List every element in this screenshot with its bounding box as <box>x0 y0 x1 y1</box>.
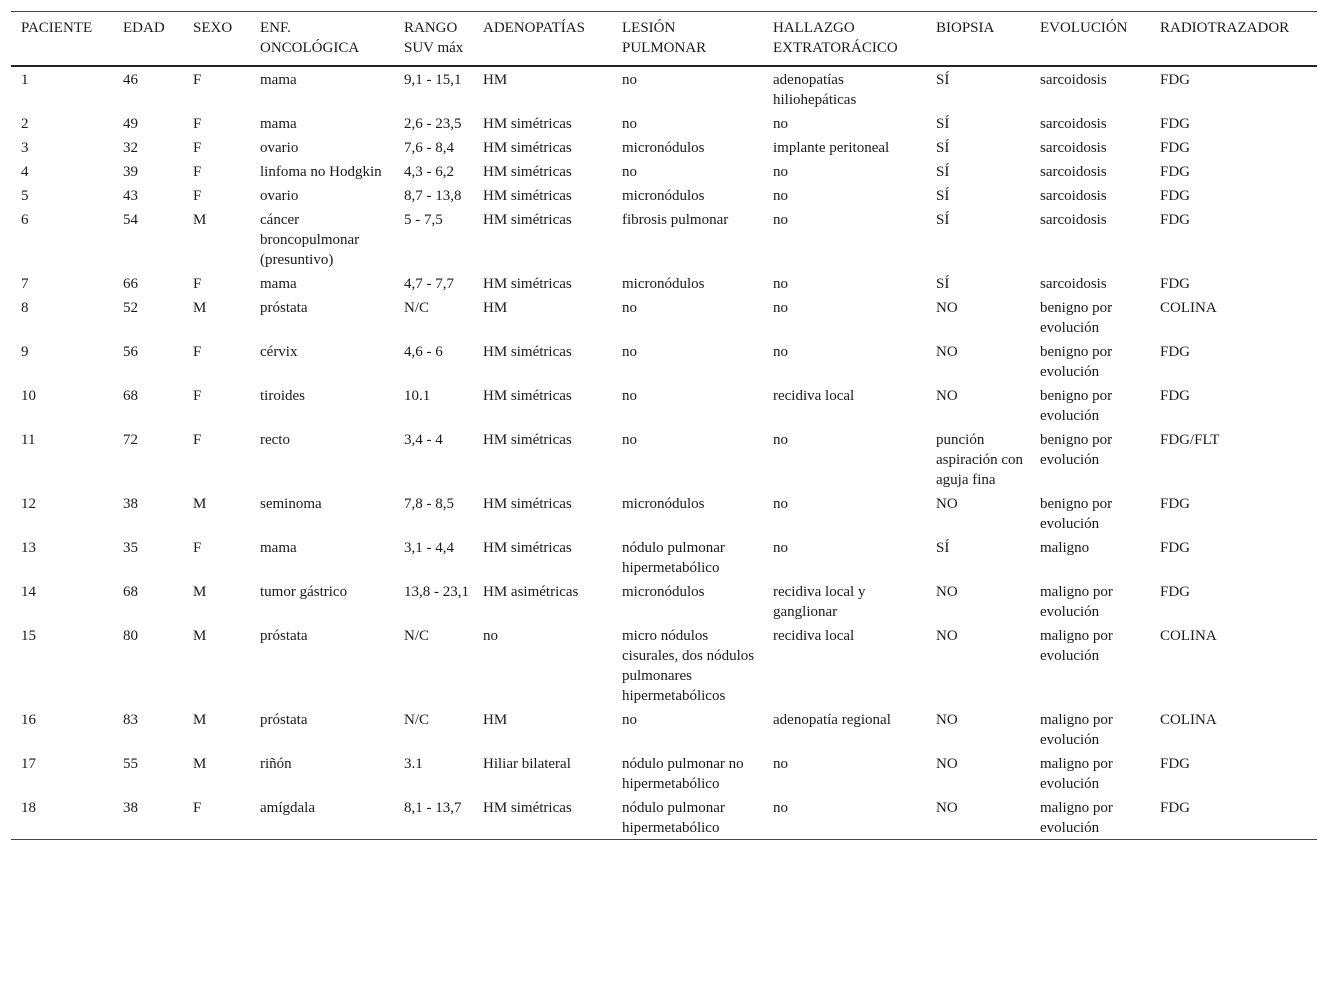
cell-hallazgo-extratoracico: no <box>773 300 788 316</box>
cell-lesion-pulmonar: micronódulos <box>622 496 705 512</box>
cell-lesion-pulmonar: nódulo pulmonar hipermetabólico <box>622 540 725 576</box>
cell-radiotrazador: FDG <box>1160 72 1191 88</box>
cell-adenopatias: Hiliar bilateral <box>483 756 571 772</box>
cell-radiotrazador: FDG <box>1160 496 1191 512</box>
cell-rango-suv: 3,4 - 4 <box>404 432 443 448</box>
cell-biopsia: SÍ <box>936 140 950 156</box>
table-row <box>11 183 1317 207</box>
cell-lesion-pulmonar: micronódulos <box>622 584 705 600</box>
header-enf-oncologica: ENF. ONCOLÓGICA <box>260 20 360 56</box>
cell-paciente: 15 <box>21 628 36 644</box>
cell-edad: 38 <box>123 496 138 512</box>
cell-biopsia: NO <box>936 300 958 316</box>
cell-paciente: 17 <box>21 756 36 772</box>
cell-edad: 66 <box>123 276 138 292</box>
cell-sexo: F <box>193 276 202 292</box>
cell-adenopatias: no <box>483 628 498 644</box>
cell-radiotrazador: FDG <box>1160 800 1191 816</box>
cell-rango-suv: 8,1 - 13,7 <box>404 800 462 816</box>
header-adenopatias: ADENOPATÍAS <box>483 20 585 36</box>
cell-hallazgo-extratoracico: no <box>773 540 788 556</box>
cell-hallazgo-extratoracico: no <box>773 164 788 180</box>
cell-sexo: F <box>193 140 202 156</box>
cell-adenopatias: HM <box>483 712 508 728</box>
cell-evolucion: sarcoidosis <box>1040 164 1107 180</box>
cell-biopsia: NO <box>936 712 958 728</box>
cell-radiotrazador: COLINA <box>1160 300 1217 316</box>
cell-hallazgo-extratoracico: adenopatía regional <box>773 712 891 728</box>
cell-lesion-pulmonar: fibrosis pulmonar <box>622 212 729 228</box>
cell-paciente: 7 <box>21 276 29 292</box>
cell-hallazgo-extratoracico: adenopatías hiliohepáticas <box>773 72 857 108</box>
cell-paciente: 14 <box>21 584 36 600</box>
cell-adenopatias: HM <box>483 72 508 88</box>
cell-biopsia: NO <box>936 628 958 644</box>
cell-edad: 38 <box>123 800 138 816</box>
cell-paciente: 11 <box>21 432 36 448</box>
cell-sexo: M <box>193 496 207 512</box>
cell-biopsia: NO <box>936 800 958 816</box>
table-row <box>11 207 1317 271</box>
cell-hallazgo-extratoracico: no <box>773 496 788 512</box>
cell-sexo: M <box>193 300 207 316</box>
table-header <box>11 12 1317 67</box>
cell-rango-suv: N/C <box>404 712 430 728</box>
cell-biopsia: SÍ <box>936 276 950 292</box>
cell-evolucion: maligno por evolución <box>1040 756 1113 792</box>
cell-rango-suv: 7,8 - 8,5 <box>404 496 454 512</box>
cell-lesion-pulmonar: micronódulos <box>622 140 705 156</box>
cell-sexo: F <box>193 116 202 132</box>
cell-rango-suv: N/C <box>404 628 430 644</box>
cell-rango-suv: 4,3 - 6,2 <box>404 164 454 180</box>
table-container <box>11 11 1317 840</box>
cell-enf-oncologica: ovario <box>260 140 299 156</box>
header-row <box>11 12 1317 67</box>
cell-enf-oncologica: mama <box>260 72 297 88</box>
patients-table <box>11 11 1317 840</box>
table-row <box>11 707 1317 751</box>
cell-paciente: 12 <box>21 496 36 512</box>
cell-biopsia: NO <box>936 388 958 404</box>
cell-enf-oncologica: tumor gástrico <box>260 584 348 600</box>
cell-enf-oncologica: próstata <box>260 712 308 728</box>
cell-lesion-pulmonar: micro nódulos cisurales, dos nódulos pulmonares hipermetabólicos <box>622 628 755 704</box>
cell-adenopatias: HM simétricas <box>483 344 572 360</box>
cell-lesion-pulmonar: micronódulos <box>622 188 705 204</box>
cell-edad: 54 <box>123 212 138 228</box>
table-row <box>11 383 1317 427</box>
table-row <box>11 427 1317 491</box>
cell-radiotrazador: FDG <box>1160 276 1191 292</box>
cell-evolucion: maligno por evolución <box>1040 628 1113 664</box>
cell-adenopatias: HM asimétricas <box>483 584 579 600</box>
cell-adenopatias: HM simétricas <box>483 496 572 512</box>
cell-edad: 72 <box>123 432 138 448</box>
cell-paciente: 4 <box>21 164 29 180</box>
cell-biopsia: punción aspiración con aguja fina <box>936 432 1024 488</box>
cell-enf-oncologica: linfoma no Hodgkin <box>260 164 382 180</box>
cell-rango-suv: N/C <box>404 300 430 316</box>
cell-paciente: 3 <box>21 140 29 156</box>
cell-adenopatias: HM simétricas <box>483 116 572 132</box>
cell-lesion-pulmonar: nódulo pulmonar hipermetabólico <box>622 800 725 836</box>
cell-radiotrazador: FDG/FLT <box>1160 432 1220 448</box>
cell-evolucion: benigno por evolución <box>1040 300 1113 336</box>
table-row <box>11 295 1317 339</box>
cell-edad: 56 <box>123 344 138 360</box>
cell-hallazgo-extratoracico: no <box>773 756 788 772</box>
cell-adenopatias: HM simétricas <box>483 212 572 228</box>
table-row <box>11 135 1317 159</box>
cell-paciente: 13 <box>21 540 36 556</box>
cell-rango-suv: 4,6 - 6 <box>404 344 443 360</box>
cell-paciente: 6 <box>21 212 29 228</box>
cell-lesion-pulmonar: no <box>622 388 637 404</box>
cell-sexo: M <box>193 756 207 772</box>
cell-biopsia: NO <box>936 496 958 512</box>
table-row <box>11 339 1317 383</box>
header-radiotrazador: RADIOTRAZADOR <box>1160 20 1290 36</box>
table-row <box>11 579 1317 623</box>
cell-hallazgo-extratoracico: recidiva local <box>773 628 855 644</box>
cell-enf-oncologica: cérvix <box>260 344 298 360</box>
cell-radiotrazador: FDG <box>1160 540 1191 556</box>
cell-paciente: 2 <box>21 116 29 132</box>
cell-evolucion: maligno por evolución <box>1040 800 1113 836</box>
cell-biopsia: SÍ <box>936 212 950 228</box>
cell-enf-oncologica: recto <box>260 432 290 448</box>
table-row <box>11 751 1317 795</box>
cell-adenopatias: HM simétricas <box>483 800 572 816</box>
cell-paciente: 18 <box>21 800 36 816</box>
cell-biopsia: NO <box>936 756 958 772</box>
cell-hallazgo-extratoracico: no <box>773 432 788 448</box>
header-sexo: SEXO <box>193 20 233 36</box>
cell-enf-oncologica: mama <box>260 540 297 556</box>
table-row <box>11 159 1317 183</box>
cell-sexo: F <box>193 540 202 556</box>
cell-biopsia: SÍ <box>936 188 950 204</box>
cell-paciente: 10 <box>21 388 36 404</box>
cell-radiotrazador: FDG <box>1160 344 1191 360</box>
cell-evolucion: benigno por evolución <box>1040 344 1113 380</box>
cell-radiotrazador: COLINA <box>1160 712 1217 728</box>
cell-radiotrazador: FDG <box>1160 388 1191 404</box>
cell-lesion-pulmonar: no <box>622 164 637 180</box>
cell-evolucion: benigno por evolución <box>1040 388 1113 424</box>
cell-enf-oncologica: ovario <box>260 188 299 204</box>
cell-rango-suv: 5 - 7,5 <box>404 212 443 228</box>
cell-sexo: M <box>193 212 207 228</box>
cell-adenopatias: HM simétricas <box>483 188 572 204</box>
cell-radiotrazador: FDG <box>1160 164 1191 180</box>
cell-radiotrazador: COLINA <box>1160 628 1217 644</box>
cell-evolucion: maligno por evolución <box>1040 584 1113 620</box>
cell-edad: 68 <box>123 584 138 600</box>
cell-evolucion: maligno <box>1040 540 1090 556</box>
cell-rango-suv: 2,6 - 23,5 <box>404 116 462 132</box>
cell-hallazgo-extratoracico: no <box>773 276 788 292</box>
cell-adenopatias: HM simétricas <box>483 540 572 556</box>
cell-rango-suv: 3,1 - 4,4 <box>404 540 454 556</box>
cell-sexo: M <box>193 584 207 600</box>
cell-rango-suv: 9,1 - 15,1 <box>404 72 462 88</box>
cell-adenopatias: HM <box>483 300 508 316</box>
cell-edad: 46 <box>123 72 138 88</box>
cell-sexo: F <box>193 432 202 448</box>
cell-lesion-pulmonar: no <box>622 432 637 448</box>
cell-rango-suv: 10.1 <box>404 388 431 404</box>
table-body <box>11 66 1317 840</box>
cell-edad: 55 <box>123 756 138 772</box>
cell-hallazgo-extratoracico: implante peritoneal <box>773 140 890 156</box>
cell-edad: 68 <box>123 388 138 404</box>
cell-evolucion: maligno por evolución <box>1040 712 1113 748</box>
cell-edad: 52 <box>123 300 138 316</box>
cell-adenopatias: HM simétricas <box>483 388 572 404</box>
cell-biopsia: SÍ <box>936 116 950 132</box>
cell-sexo: F <box>193 72 202 88</box>
cell-sexo: F <box>193 164 202 180</box>
cell-enf-oncologica: amígdala <box>260 800 315 816</box>
cell-enf-oncologica: cáncer broncopulmonar (presuntivo) <box>260 212 360 268</box>
cell-edad: 35 <box>123 540 138 556</box>
header-paciente: PACIENTE <box>21 20 93 36</box>
cell-lesion-pulmonar: micronódulos <box>622 276 705 292</box>
cell-radiotrazador: FDG <box>1160 140 1191 156</box>
cell-adenopatias: HM simétricas <box>483 164 572 180</box>
cell-hallazgo-extratoracico: no <box>773 800 788 816</box>
cell-evolucion: benigno por evolución <box>1040 432 1113 468</box>
cell-biopsia: SÍ <box>936 72 950 88</box>
cell-paciente: 16 <box>21 712 36 728</box>
table-row <box>11 271 1317 295</box>
header-rango-suv: RANGO SUV máx <box>404 20 464 56</box>
header-biopsia: BIOPSIA <box>936 20 995 36</box>
cell-radiotrazador: FDG <box>1160 756 1191 772</box>
cell-biopsia: SÍ <box>936 540 950 556</box>
cell-sexo: F <box>193 188 202 204</box>
cell-lesion-pulmonar: no <box>622 300 637 316</box>
cell-paciente: 9 <box>21 344 29 360</box>
cell-rango-suv: 3.1 <box>404 756 423 772</box>
cell-edad: 32 <box>123 140 138 156</box>
cell-enf-oncologica: riñón <box>260 756 292 772</box>
cell-biopsia: NO <box>936 344 958 360</box>
cell-evolucion: sarcoidosis <box>1040 72 1107 88</box>
cell-edad: 80 <box>123 628 138 644</box>
cell-paciente: 8 <box>21 300 29 316</box>
cell-rango-suv: 4,7 - 7,7 <box>404 276 454 292</box>
cell-enf-oncologica: próstata <box>260 628 308 644</box>
cell-hallazgo-extratoracico: recidiva local <box>773 388 855 404</box>
cell-sexo: M <box>193 712 207 728</box>
table-row <box>11 111 1317 135</box>
cell-sexo: M <box>193 628 207 644</box>
header-lesion-pulmonar: LESIÓN PULMONAR <box>622 20 707 56</box>
cell-radiotrazador: FDG <box>1160 584 1191 600</box>
cell-hallazgo-extratoracico: no <box>773 344 788 360</box>
cell-enf-oncologica: mama <box>260 276 297 292</box>
cell-evolucion: benigno por evolución <box>1040 496 1113 532</box>
header-edad: EDAD <box>123 20 165 36</box>
cell-evolucion: sarcoidosis <box>1040 212 1107 228</box>
cell-hallazgo-extratoracico: recidiva local y ganglionar <box>773 584 866 620</box>
cell-enf-oncologica: próstata <box>260 300 308 316</box>
cell-sexo: F <box>193 800 202 816</box>
cell-hallazgo-extratoracico: no <box>773 212 788 228</box>
cell-edad: 39 <box>123 164 138 180</box>
cell-rango-suv: 13,8 - 23,1 <box>404 584 469 600</box>
table-row <box>11 795 1317 840</box>
cell-enf-oncologica: seminoma <box>260 496 322 512</box>
cell-hallazgo-extratoracico: no <box>773 188 788 204</box>
cell-sexo: F <box>193 388 202 404</box>
cell-biopsia: NO <box>936 584 958 600</box>
header-evolucion: EVOLUCIÓN <box>1040 20 1128 36</box>
cell-lesion-pulmonar: no <box>622 344 637 360</box>
cell-adenopatias: HM simétricas <box>483 432 572 448</box>
cell-radiotrazador: FDG <box>1160 212 1191 228</box>
cell-biopsia: SÍ <box>936 164 950 180</box>
cell-evolucion: sarcoidosis <box>1040 188 1107 204</box>
cell-lesion-pulmonar: no <box>622 72 637 88</box>
cell-sexo: F <box>193 344 202 360</box>
cell-evolucion: sarcoidosis <box>1040 276 1107 292</box>
cell-evolucion: sarcoidosis <box>1040 140 1107 156</box>
table-row <box>11 535 1317 579</box>
cell-hallazgo-extratoracico: no <box>773 116 788 132</box>
table-row <box>11 491 1317 535</box>
cell-edad: 43 <box>123 188 138 204</box>
cell-enf-oncologica: mama <box>260 116 297 132</box>
cell-rango-suv: 7,6 - 8,4 <box>404 140 454 156</box>
table-row <box>11 66 1317 111</box>
cell-radiotrazador: FDG <box>1160 188 1191 204</box>
cell-paciente: 1 <box>21 72 29 88</box>
cell-evolucion: sarcoidosis <box>1040 116 1107 132</box>
header-hallazgo-extratoracico: HALLAZGO EXTRATORÁCICO <box>773 20 898 56</box>
cell-paciente: 5 <box>21 188 29 204</box>
cell-lesion-pulmonar: nódulo pulmonar no hipermetabólico <box>622 756 744 792</box>
cell-radiotrazador: FDG <box>1160 116 1191 132</box>
cell-adenopatias: HM simétricas <box>483 276 572 292</box>
cell-rango-suv: 8,7 - 13,8 <box>404 188 462 204</box>
cell-adenopatias: HM simétricas <box>483 140 572 156</box>
cell-edad: 83 <box>123 712 138 728</box>
cell-lesion-pulmonar: no <box>622 712 637 728</box>
table-row <box>11 623 1317 707</box>
cell-enf-oncologica: tiroides <box>260 388 305 404</box>
cell-lesion-pulmonar: no <box>622 116 637 132</box>
cell-edad: 49 <box>123 116 138 132</box>
